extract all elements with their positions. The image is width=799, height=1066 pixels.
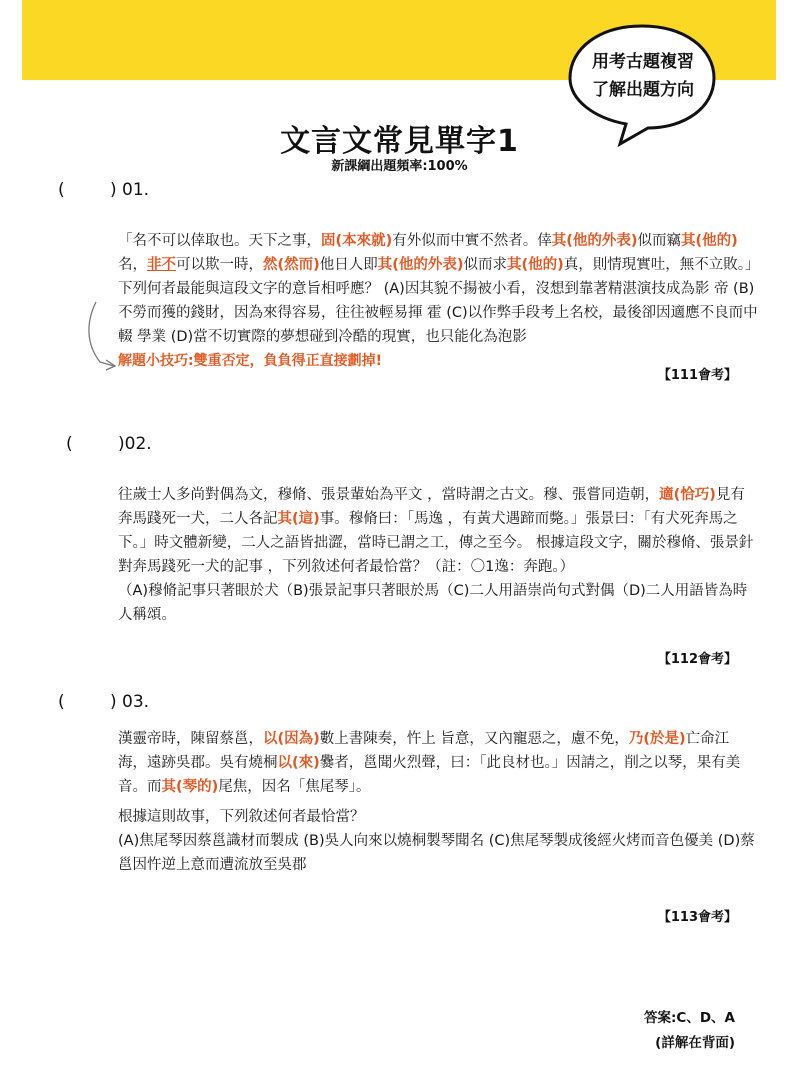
q1-annotation: 其(他的外表) [551,233,638,249]
q3-annotation: 以(因為) [263,731,320,747]
bubble-text [578,48,708,104]
q2-text: 往歲士人多尚對偶為文，穆脩、張景輩始為平文 ，當時謂之古文。穆、張嘗同造朝， [118,487,660,503]
q1-text: 他日人即 [319,257,378,273]
q1-annotation: 其(他的外表) [377,257,464,273]
q2-annotation: 其(這) [277,511,320,527]
page-title: 文言文常見單字1 [280,124,519,159]
q2-options: （A)穆脩記事只著眼於犬（B)張景記事只著眼於馬（C)二人用語崇尚句式對偶（D)二人用語皆為時人稱頌。 [118,583,748,623]
q1-source: 【111會考】 [657,368,737,383]
q1-text: 有外似而中實不然者。倖 [392,233,552,249]
q1-annotation: 固(本來就) [321,233,393,249]
answer-block [644,1006,735,1056]
q3-source: 【113會考】 [657,910,737,925]
q2-open-paren: ( [66,434,73,454]
q3-annotation: 乃(於是) [628,731,686,747]
q3-passage [118,727,758,799]
q2-number: )02. [118,434,152,454]
q2-text: 事。穆脩曰：「馬逸 ，有黃犬遇蹄而斃。」張景曰：「有犬死奔馬之下。」時文體新變，二人之語皆拙澀，當時已謂之工，傳之至今。 根據這段文字，關於穆脩、張景針對奔馬踐死一犬的記事 ，下列敘述何者最恰當？（註：〇1逸：奔跑。） [118,511,754,575]
q1-annotation: 然(然而) [263,257,320,273]
q2-annotation: 適(恰巧) [659,487,716,503]
q3-text: 爨者，邕聞火烈聲，曰：「此良材也。」因請之，削之以琴，果有美音。而 [118,755,741,795]
q3-question: 根據這則故事，下列敘述何者最恰當？ [118,809,365,825]
bubble-line-1: 用考古題複習 [592,52,694,72]
q1-text: 「名不可以倖取也。天下之事， [118,233,321,249]
page-subtitle: 新課綱出題頻率:100% [331,159,468,174]
q1-double-negative: 非不 [147,257,176,273]
q3-annotation: 其(琴的) [161,779,219,795]
q1-passage [118,229,758,349]
q3-question-block [118,805,758,877]
q1-text: 真，則情現實吐，無不立敗。」下列何者最能與這段文字的意旨相呼應？ (A)因其貌不揚被小看，沒想到靠著精湛演技成為影 帝 (B)不勞而獲的錢財，因為來得容易，往往被輕易揮 霍 (C)以作弊手段考上名校，最後卻因適應不良而中輟 學業 (D)當不切實際的夢想碰到冷酷的現實，也只能化為泡影 [118,257,758,345]
q3-text: 尾焦，因名「焦尾琴」。 [218,779,371,795]
answer-note: (詳解在背面) [655,1035,735,1051]
q3-number: ) 03. [110,692,150,712]
q3-text: 數上書陳奏，忤上 旨意，又內寵惡之，慮不免， [319,731,629,747]
q3-open-paren: ( [58,692,65,712]
q1-text: 似而求 [463,257,508,273]
q3-annotation: 以(來) [277,755,320,771]
q1-annotation: 其(他的) [681,233,738,249]
q1-annotation: 其(他的) [507,257,564,273]
q3-options: (A)焦尾琴因蔡邕識材而製成 (B)吳人向來以燒桐製琴聞名 (C)焦尾琴製成後經火烤而音色優美 (D)蔡邕因忤逆上意而遭流放至吳郡 [118,833,755,873]
q3-text: 漢靈帝時，陳留蔡邕， [118,731,263,747]
q1-text: 名， [118,257,147,273]
curved-arrow-icon [82,300,122,374]
q1-text: 似而竊 [637,233,682,249]
bubble-line-2: 了解出題方向 [592,80,694,100]
answer-line: 答案:C、D、A [644,1010,735,1026]
q1-open-paren: ( [58,180,65,200]
tip-text: 解題小技巧:雙重否定，負負得正直接劃掉! [118,353,382,369]
q1-text: 可以欺一時， [176,257,263,273]
q2-text: 見有奔馬踐死一犬，二人各記 [118,487,745,527]
q2-passage [118,483,758,627]
q1-number: ) 01. [110,180,150,200]
q2-source: 【112會考】 [657,652,737,667]
q3-text: 亡命江海，遠跡吳郡。吳有燒桐 [118,731,730,771]
